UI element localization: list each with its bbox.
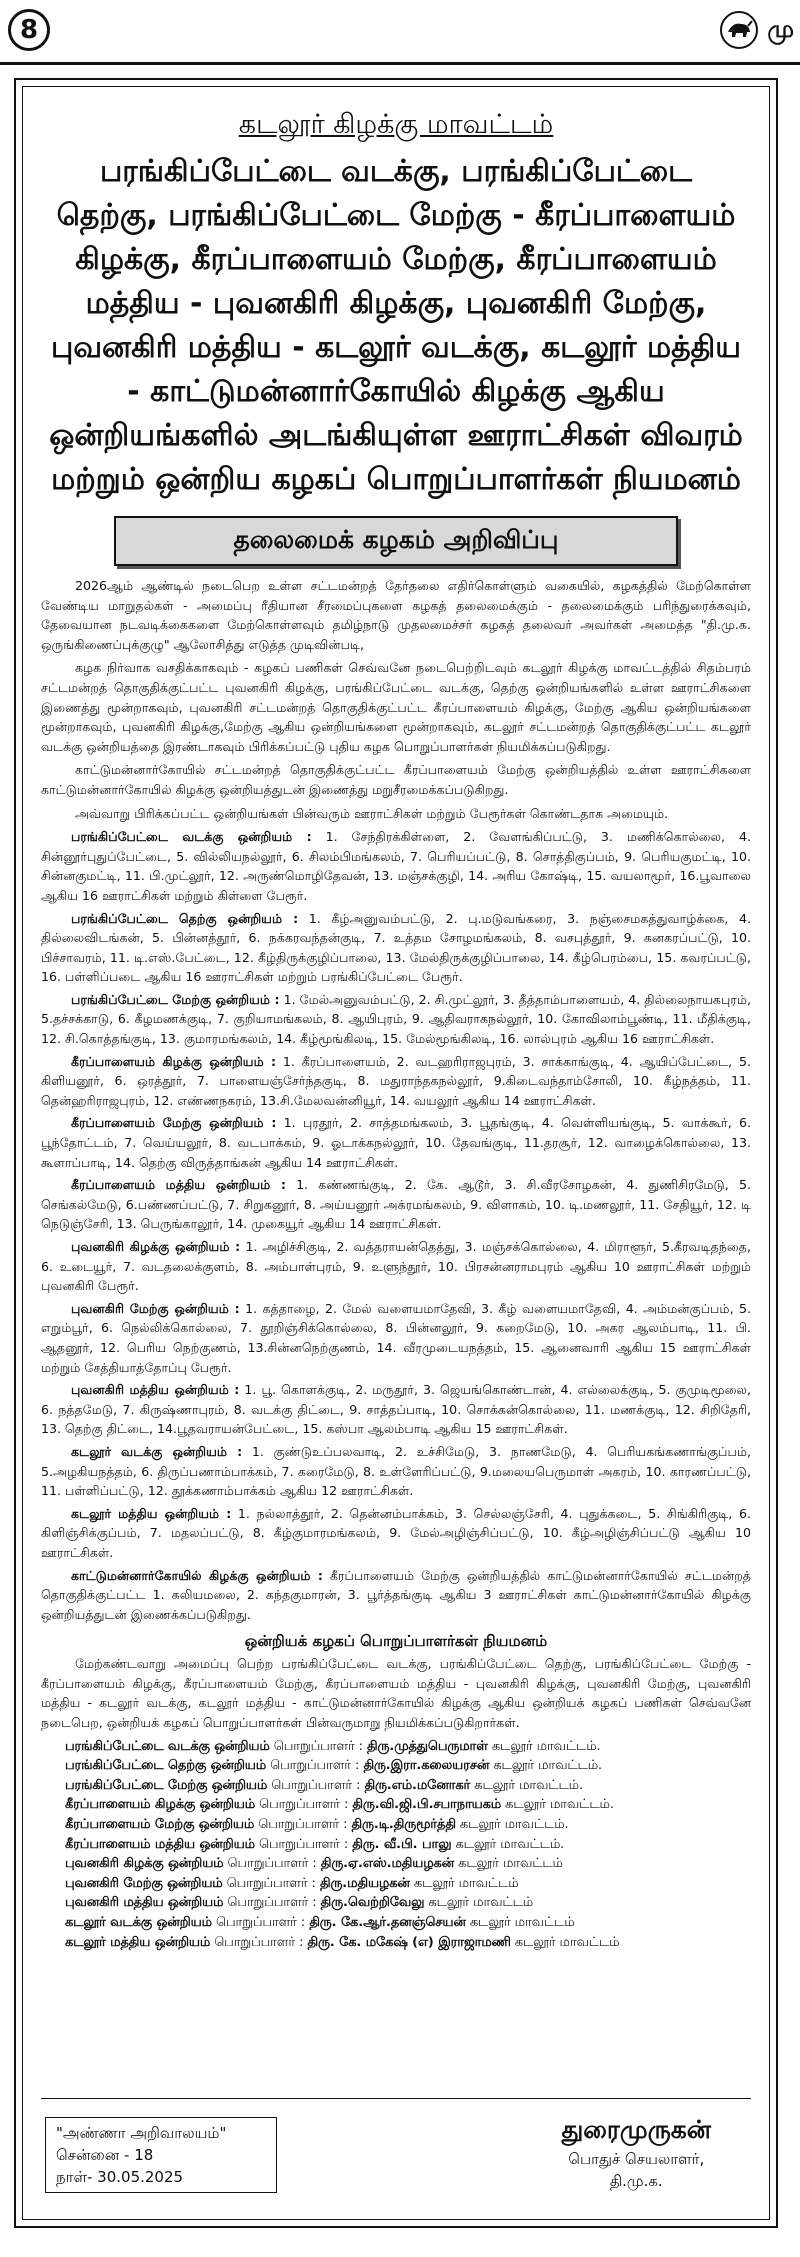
masthead-text: மு [767, 14, 794, 43]
page-header [0, 0, 800, 65]
office-name: "அண்ணா அறிவாலயம்" [56, 2124, 227, 2142]
union-name: பரங்கிப்பேட்டை மேற்கு ஒன்றியம் : [71, 991, 280, 1007]
responsible-person: திரு.மதியழகன் [319, 1875, 410, 1891]
paragraph: கழக நிர்வாக வசதிக்காகவும் - கழகப் பணிகள் செவ்வனே நடைபெற்றிடவும் கடலூர் கிழக்கு மாவட்டத்தில் சிதம்பரம் சட்டமன்றத் தொகுதிக்குட்பட்ட புவனகிரி கிழக்கு, பரங்கிப்பேட்டை வடக்கு, தெற்கு ஒன்றியங்களில் உள்ள ஊராட்சிகளை இணைத்து மூன்றாகவும், புவனகிரி சட்டமன்றத் தொகுதிக்குட்பட்ட கீரப்பாளையம் கிழக்கு, மேற்கு ஆகிய ஒன்றியங்களை மூன்றாகவும், புவனகிரி கிழக்கு,மேற்கு ஆகிய ஒன்றியங்களை மூன்றாகவும், கடலூர் சட்டமன்றத் தொகுதிக்குட்பட்ட கடலூர் வடக்கு ஒன்றியத்தை இரண்டாகவும் பிரிக்கப்பட்டு புதிய கழக பொறுப்பாளர்கள் நியமிக்கப்படுகிறது. [41, 660, 751, 754]
responsible-place: கடலூர் மாவட்டம். [470, 1777, 584, 1793]
union-name: பரங்கிப்பேட்டை தெற்கு ஒன்றியம் : [71, 910, 299, 926]
union-entry [41, 1299, 751, 1377]
responsible-row [65, 1776, 751, 1796]
announcement-label: தலைமைக் கழகம் அறிவிப்பு [233, 524, 559, 554]
notice-frame [14, 78, 778, 2228]
responsible-place: கடலூர் மாவட்டம் [465, 1915, 575, 1930]
union-villages: 1. பூ. கொளக்குடி, 2. மருதூர், 3. ஜெயங்கொண்டான், 4. எல்லைக்குடி, 5. குமுடிமூலை, 6. நத்தமேடு, 7. கிருஷ்ணாபுரம், 8. வடக்கு திட்டை, 9. சாத்தப்பாடி, 10. சொக்கன்கொல்லை, 11. மணக்குடி, 12. சிறிதேரி, 13. தெற்கு திட்டை, 14.பூதவராயன்பேட்டை, 15. கஸ்பா ஆலம்பாடி ஆகிய 15 ஊராட்சிகள். [41, 1382, 752, 1437]
responsible-person: திரு.முத்துபெருமாள் [367, 1738, 488, 1754]
union-name: புவனகிரி மேற்கு ஒன்றியம் : [71, 1300, 240, 1316]
union-name: பரங்கிப்பேட்டை வடக்கு ஒன்றியம் : [71, 829, 312, 845]
notice-headline: பரங்கிப்பேட்டை வடக்கு, பரங்கிப்பேட்டை தெற்கு, பரங்கிப்பேட்டை மேற்கு - கீரப்பாளையம் கிழக்கு, கீரப்பாளையம் மேற்கு, கீரப்பாளையம் மத்திய - புவனகிரி கிழக்கு, புவனகிரி மேற்கு, புவனகிரி மத்திய - கடலூர் வடக்கு, கடலூர் மத்திய - காட்டுமன்னார்கோயில் கிழக்கு ஆகிய ஒன்றியங்களில் அடங்கியுள்ள ஊராட்சிகள் விவரம் மற்றும் ஒன்றிய கழகப் பொறுப்பாளர்கள் நியமனம் [49, 154, 743, 497]
union-villages: 1. குண்டுஉப்பலவாடி, 2. உச்சிமேடு, 3. நாணமேடு, 4. பெரியகங்கணாங்குப்பம், 5.அழகியநத்தம், 6. திருப்பணாம்பாக்கம், 7. கரைமேடு, 8. உள்ளேரிப்பட்டு, 9.மலையபெருமாள் அகரம், 10. காரணப்பட்டு, 11. பள்ளிப்பட்டு, 12. தூக்கணாம்பாக்கம் ஆகிய 12 ஊராட்சிகள். [41, 1443, 751, 1499]
union-entry [41, 1113, 751, 1172]
responsible-place: கடலூர் மாவட்டம். [451, 1836, 565, 1852]
office-address [45, 2117, 277, 2193]
page-number: 8 [8, 9, 50, 51]
responsible-place: கடலூர் மாவட்டம் [454, 1856, 563, 1872]
responsible-role: பொறுப்பாளர் : [254, 1836, 353, 1852]
union-villages: 1. கீரப்பாளையம், 2. வடஹரிராஜபுரம், 3. சாக்காங்குடி, 4. ஆயிப்பேட்டை, 5. கிளியனூர், 6. ஒரத்தூர், 7. பாளையஞ்சேர்ந்தகுடி, 8. மதுராந்தகநல்லூர், 9.கிடைவந்தாம்சோலி, 10. கீழ்நத்தம், 11. தென்ஹரிராஜபுரம், 12. எண்ணநகரம், 13.சி.மேலவன்னியூர், 14. வயலூர் ஆகிய 14 ஊராட்சிகள். [41, 1053, 751, 1108]
responsibles-list [65, 1737, 751, 1953]
responsible-union: கடலூர் மத்திய ஒன்றியம் [65, 1934, 211, 1950]
paragraph: 2026ஆம் ஆண்டில் நடைபெற உள்ள சட்டமன்றத் தேர்தலை எதிர்கொள்ளும் வகையில், கழகத்தில் மேற்கொள்ள வேண்டிய மாறுதல்கள் - அமைப்பு ரீதியான சீரமைப்புகளை கழகத் தலைமைக்கும் - தலைமைக்கும் பரிந்துரைக்கவும், தேவையான நடவடிக்கைகளை மேற்கொள்ளவும் தமிழ்நாடு முதலமைச்சர் கழகத் தலைவர் அவர்கள் அமைத்த "தி.மு.க. ஒருங்கிணைப்புக்குழு" ஆலோசித்து எடுத்த முடிவின்படி, [41, 578, 751, 652]
responsible-role: பொறுப்பாளர் : [254, 1817, 352, 1833]
responsible-place: கடலூர் மாவட்டம். [455, 1817, 569, 1833]
responsible-union: கீரப்பாளையம் கிழக்கு ஒன்றியம் [65, 1797, 256, 1813]
union-entry [41, 1237, 751, 1296]
union-villages: 1. கீழ்அனுவம்பட்டு, 2. பு.மடுவங்கரை, 3. நஞ்சைமகத்துவாழ்க்கை, 4. தில்லைவிடங்கன், 5. பின்னத்தூர், 6. நக்கரவந்தன்குடி, 7. உத்தம சோழமங்கலம், 8. வசபுத்தூர், 9. கனகரப்பட்டு, 10. பிச்சாவரம், 11. டி.எஸ்.பேட்டை, 12. கீழ்திருக்குழிப்பாலை, 13. மேல்திருக்குழிப்பாலை, 14. கீழ்பெரம்பை, 15. கவரப்பட்டு, 16. பள்ளிப்படை ஆகிய 16 ஊராட்சிகள் மற்றும் பரங்கிப்பேட்டை பேரூர். [41, 910, 751, 985]
responsible-row [65, 1933, 751, 1953]
responsible-place: கடலூர் மாவட்டம் [409, 1875, 519, 1891]
responsible-person: திரு.இரா.கலையரசன் [363, 1758, 490, 1774]
responsible-row [65, 1835, 751, 1855]
union-entry [41, 1566, 751, 1625]
responsible-place: கடலூர் மாவட்டம். [489, 1758, 603, 1774]
responsible-role: பொறுப்பாளர் : [210, 1934, 308, 1950]
responsible-person: திரு.வி.ஜி.பி.சபாநாயகம் [352, 1797, 502, 1813]
union-entry [41, 1175, 751, 1234]
union-entry [41, 1442, 751, 1501]
responsible-role: பொறுப்பாளர் : [255, 1797, 353, 1813]
responsible-union: கீரப்பாளையம் மேற்கு ஒன்றியம் [65, 1817, 255, 1833]
responsible-row [65, 1815, 751, 1835]
union-villages: 1. கத்தாழை, 2. மேல் வளையமாதேவி, 3. கீழ் வளையமாதேவி, 4. அம்மன்குப்பம், 5. எறும்பூர், 6. நெல்லிக்கொல்லை, 7. தூறிஞ்சிக்கொல்லை, 8. பின்னலூர், 9. கறைமேடு, 10. அகர ஆலம்பாடி, 11. பி. ஆதனூர், 12. பெரிய நெற்குணம், 13.சின்னநெற்குணம், 14. வீரமுடையநத்தம், 15. ஆனைவாரி ஆகிய 15 ஊராட்சிகள் மற்றும் சேத்தியாத்தோப்பு பேரூர். [41, 1300, 751, 1375]
union-name: கீரப்பாளையம் மேற்கு ஒன்றியம் : [71, 1115, 277, 1131]
responsible-role: பொறுப்பாளர் : [211, 1915, 310, 1930]
responsible-place: கடலூர் மாவட்டம். [487, 1738, 601, 1754]
responsible-person: திரு.வெற்றிவேலு [320, 1895, 425, 1911]
responsible-person: திரு. கே.ஆர்.தனஞ்செயன் [309, 1915, 466, 1930]
responsible-place: கடலூர் மாவட்டம் [510, 1934, 620, 1950]
responsible-union: பரங்கிப்பேட்டை வடக்கு ஒன்றியம் [65, 1738, 270, 1754]
union-villages: 1. கண்ணங்குடி, 2. கே. ஆடூர், 3. சி.வீரசோழகன், 4. துணிசிரமேடு, 5. செங்கல்மேடு, 6.பண்ணப்பட்டு, 7. சிறுகனூர், 8. அய்யனூர் அக்ரமங்கலம், 9. விளாகம், 10. டி.மணலூர், 11. சேதியூர், 12. டி நெடுஞ்சேரி, 13. பெருங்காலூர், 14. முகையூர் ஆகிய 14 ஊராட்சிகள். [41, 1177, 751, 1232]
masthead [719, 10, 794, 50]
union-entry [41, 909, 751, 987]
responsible-person: திரு.டி.திருமூர்த்தி [351, 1817, 456, 1833]
notice-inner-border [22, 86, 770, 2220]
responsible-row [65, 1737, 751, 1757]
responsible-row [65, 1893, 751, 1913]
responsible-row [65, 1874, 751, 1894]
union-name: புவனகிரி மத்திய ஒன்றியம் : [71, 1382, 240, 1398]
union-name: கீரப்பாளையம் மத்திய ஒன்றியம் : [71, 1177, 286, 1193]
signatory-name: துரைமுருகன் [561, 2115, 711, 2144]
announcement-box [114, 516, 678, 566]
responsible-role: பொறுப்பாளர் : [267, 1777, 365, 1793]
responsible-role: பொறுப்பாளர் : [266, 1758, 364, 1774]
responsible-person: திரு. வீ.பி. பாலு [352, 1836, 452, 1852]
responsibles-intro: மேற்கண்டவாறு அமைப்பு பெற்ற பரங்கிப்பேட்டை வடக்கு, பரங்கிப்பேட்டை தெற்கு, பரங்கிப்பேட்டை மேற்கு - கீரப்பாளையம் கிழக்கு, கீரப்பாளையம் மேற்கு, கீரப்பாளையம் மத்திய - புவனகிரி கிழக்கு, புவனகிரி மேற்கு, புவனகிரி மத்திய - கடலூர் வடக்கு, கடலூர் மத்திய - காட்டுமன்னார்கோயில் கிழக்கு ஆகிய ஒன்றியக் கழகப் பணிகள் செவ்வனே நடைபெற, ஒன்றியக் கழகப் பொறுப்பாளர்கள் பின்வருமாறு நியமிக்கப்படுகிறார்கள். [41, 1656, 751, 1731]
responsible-person: திரு. கே. மகேஷ் (எ) இராஜாமணி [307, 1934, 511, 1950]
union-name: புவனகிரி கிழக்கு ஒன்றியம் : [71, 1239, 241, 1254]
responsible-person: திரு.எம்.மனோகர் [364, 1777, 471, 1793]
responsible-union: கடலூர் வடக்கு ஒன்றியம் [65, 1915, 212, 1930]
union-villages: 1. நல்லாத்தூர், 2. தென்னம்பாக்கம், 3. செல்லஞ்சேரி, 4. புதுக்கடை, 5. சிங்கிரிகுடி, 6. கிளிஞ்சிக்குப்பம், 7. மதலப்பட்டு, 8. கீழ்குமாரமங்கலம், 9. மேல்அழிஞ்சிப்பட்டு, 10. கீழ்அழிஞ்சிப்பட்டு ஆகிய 10 ஊராட்சிகள். [41, 1505, 751, 1560]
responsible-role: பொறுப்பாளர் : [269, 1738, 368, 1754]
union-name: கீரப்பாளையம் கிழக்கு ஒன்றியம் : [71, 1053, 276, 1069]
responsible-union: புவனகிரி மேற்கு ஒன்றியம் [65, 1875, 223, 1891]
union-villages: 1. மேல்அனுவம்பட்டு, 2. சி.முட்லூர், 3. தீத்தாம்பாளையம், 4. தில்லைநாயகபுரம், 5.தச்சக்காடு, 6. கீழமணக்குடி, 7. குறியாமங்கலம், 8. ஆயிபுரம், 9. ஆதிவராகநல்லூர், 10. கோவிலாம்பூண்டி, 11. மீதிக்குடி, 12. சி.கொத்தங்குடி, 13. குமாரமங்கலம், 14. கீழ்மூங்கிலடி, 15. மேல்மூங்கிலடி, 16. லால்புரம் ஆகிய 16 ஊராட்சிகள். [41, 991, 751, 1047]
signature-block [562, 2115, 711, 2192]
notice-body [41, 576, 751, 823]
party-name: தி.மு.க. [609, 2172, 663, 2190]
union-list [41, 827, 751, 1624]
responsible-role: பொறுப்பாளர் : [223, 1895, 321, 1911]
union-entry [41, 1052, 751, 1111]
union-name: கடலூர் மத்திய ஒன்றியம் : [71, 1505, 232, 1521]
responsible-row [65, 1756, 751, 1776]
union-villages: 1. சேந்திரக்கிள்ளை, 2. வேளங்கிப்பட்டு, 3. மணிக்கொல்லை, 4. சின்னூர்புதுப்பேட்டை, 5. வில்லியநல்லூர், 6. சிலம்பிமங்கலம், 7. பெரியப்பட்டு, 8. சொத்திகுப்பம், 9. பெரியகுமட்டி, 10. சின்னகுமட்டி, 11. பி.முட்லூர், 12. அருண்மொழிதேவன், 13. மஞ்சக்குழி, 14. அரிய கோஷ்டி, 15. வயலாமூர், 16.பூவாலை ஆகிய 16 ஊராட்சிகள் மற்றும் கிள்ளை பேரூர். [41, 829, 751, 903]
union-entry [41, 827, 751, 905]
notice-date: நாள்- 30.05.2025 [56, 2168, 184, 2186]
responsible-place: கடலூர் மாவட்டம் [424, 1895, 534, 1911]
union-entry [41, 1504, 751, 1563]
union-entry [41, 990, 751, 1049]
responsible-place: கடலூர் மாவட்டம். [501, 1797, 614, 1813]
district-title: கடலூர் கிழக்கு மாவட்டம் [238, 109, 554, 140]
responsible-union: கீரப்பாளையம் மத்திய ஒன்றியம் [65, 1836, 255, 1852]
union-villages: கீரப்பாளையம் மேற்கு ஒன்றியத்தில் காட்டுமன்னார்கோயில் சட்டமன்றத் தொகுதிக்குட்பட்ட 1. கலியமலை, 2. கந்தகுமாரன், 3. பூர்த்தங்குடி ஆகிய 3 ஊராட்சிகள் காட்டுமன்னார்கோயில் கிழக்கு ஒன்றியத்துடன் இணைக்கப்படுகிறது. [41, 1567, 751, 1622]
union-name: கடலூர் வடக்கு ஒன்றியம் : [71, 1443, 243, 1459]
union-name: காட்டுமன்னார்கோயில் கிழக்கு ஒன்றியம் : [71, 1567, 323, 1583]
union-villages: 1. புரதூர், 2. சாத்தமங்கலம், 3. பூதங்குடி, 4. வெள்ளியங்குடி, 5. வாக்கூர், 6. பூந்தோட்டம், 7. வெய்யலூர், 8. வடபாக்கம், 9. ஓடாக்கநல்லூர், 10. தேவங்குடி, 11.தரசூர், 12. வாழைக்கொல்லை, 13. கூளாப்பாடி, 14. தெற்கு விருத்தாங்கன் ஆகிய 14 ஊராட்சிகள். [41, 1115, 751, 1170]
responsible-person: திரு.ஏ.எஸ்.மதியழகன் [320, 1856, 455, 1872]
party-emblem-icon [719, 10, 759, 50]
responsible-union: பரங்கிப்பேட்டை மேற்கு ஒன்றியம் [65, 1777, 268, 1793]
office-city: சென்னை - 18 [56, 2146, 154, 2164]
responsible-row [65, 1795, 751, 1815]
paragraph: காட்டுமன்னார்கோயில் சட்டமன்றத் தொகுதிக்குட்பட்ட கீரப்பாளையம் மேற்கு ஒன்றியத்தில் உள்ள ஊராட்சிகளை காட்டுமன்னார்கோயில் கிழக்கு ஒன்றியத்துடன் இணைத்து மறுசீரமைக்கப்படுகிறது. [41, 762, 751, 797]
responsibles-title: ஒன்றியக் கழகப் பொறுப்பாளர்கள் நியமனம் [244, 1632, 548, 1651]
notice-footer [41, 2098, 751, 2209]
responsible-role: பொறுப்பாளர் : [222, 1875, 320, 1891]
union-villages: 1. அழிச்சிகுடி, 2. வத்தராயன்தெத்து, 3. மஞ்சக்கொல்லை, 4. மிராளூர், 5.கீரவடிதந்தை, 6. உடையூர், 7. வடதலைக்குளம், 8. அம்பாள்புரம், 9. உளுந்தூர், 10. பிரசன்னராமபுரம் ஆகிய 10 ஊராட்சிகள் மற்றும் புவனகிரி பேரூர். [41, 1239, 751, 1294]
paragraph: அவ்வாறு பிரிக்கப்பட்ட ஒன்றியங்கள் பின்வரும் ஊராட்சிகள் மற்றும் பேரூர்கள் கொண்டதாக அமையும். [75, 805, 669, 821]
responsible-role: பொறுப்பாளர் : [223, 1856, 321, 1872]
responsible-union: பரங்கிப்பேட்டை தெற்கு ஒன்றியம் [65, 1758, 267, 1774]
signatory-designation: பொதுச் செயலாளர், [568, 2150, 705, 2168]
responsible-union: புவனகிரி மத்திய ஒன்றியம் [65, 1895, 224, 1911]
union-entry [41, 1380, 751, 1439]
responsible-row [65, 1913, 751, 1933]
responsible-row [65, 1854, 751, 1874]
responsible-union: புவனகிரி கிழக்கு ஒன்றியம் [65, 1856, 224, 1872]
